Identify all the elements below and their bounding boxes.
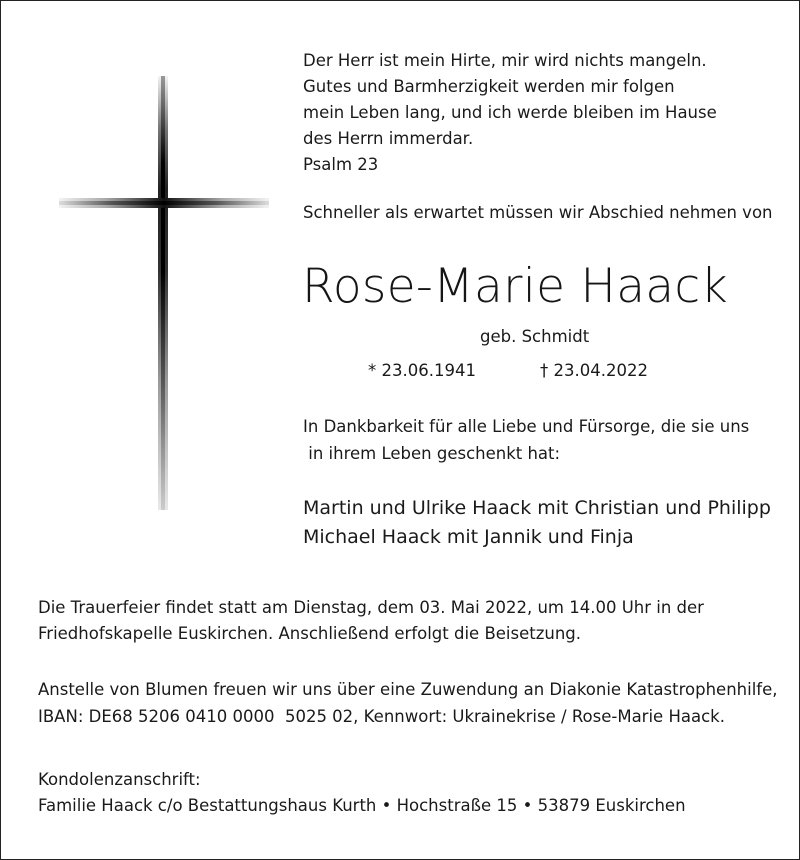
survivor-line: Martin und Ulrike Haack mit Christian und Philipp <box>303 497 771 519</box>
survivor-line: Michael Haack mit Jannik und Finja <box>303 526 634 548</box>
psalm-line: mein Leben lang, und ich werde bleiben im Hause <box>303 103 717 122</box>
gratitude-line: in ihrem Leben geschenkt hat: <box>303 444 561 463</box>
deceased-name: Rose-Marie Haack <box>302 259 729 314</box>
condolence-address: Familie Haack c/o Bestattungshaus Kurth • Hochstraße 15 • 53879 Euskirchen <box>38 796 686 815</box>
psalm-line: Gutes und Barmherzigkeit werden mir folgen <box>303 77 675 96</box>
donation-line: IBAN: DE68 5206 0410 0000 5025 02, Kennwort: Ukrainekrise / Rose-Marie Haack. <box>38 707 725 726</box>
psalm-line: des Herrn immerdar. <box>303 129 474 148</box>
maiden-name: geb. Schmidt <box>480 327 590 346</box>
intro-text: Schneller als erwartet müssen wir Abschied nehmen von <box>303 203 773 222</box>
ceremony-line: Die Trauerfeier findet statt am Dienstag, dem 03. Mai 2022, um 14.00 Uhr in der <box>38 598 704 617</box>
donation-line: Anstelle von Blumen freuen wir uns über eine Zuwendung an Diakonie Katastrophenhilfe, <box>38 680 778 699</box>
psalm-reference: Psalm 23 <box>303 155 379 174</box>
gratitude-line: In Dankbarkeit für alle Liebe und Fürsorge, die sie uns <box>303 417 750 436</box>
condolence-heading: Kondolenzanschrift: <box>38 770 201 789</box>
ceremony-line: Friedhofskapelle Euskirchen. Anschließend erfolgt die Beisetzung. <box>38 624 582 643</box>
death-date: † 23.04.2022 <box>540 361 648 380</box>
birth-date: * 23.06.1941 <box>368 361 476 380</box>
psalm-line: Der Herr ist mein Hirte, mir wird nichts mangeln. <box>303 51 707 70</box>
